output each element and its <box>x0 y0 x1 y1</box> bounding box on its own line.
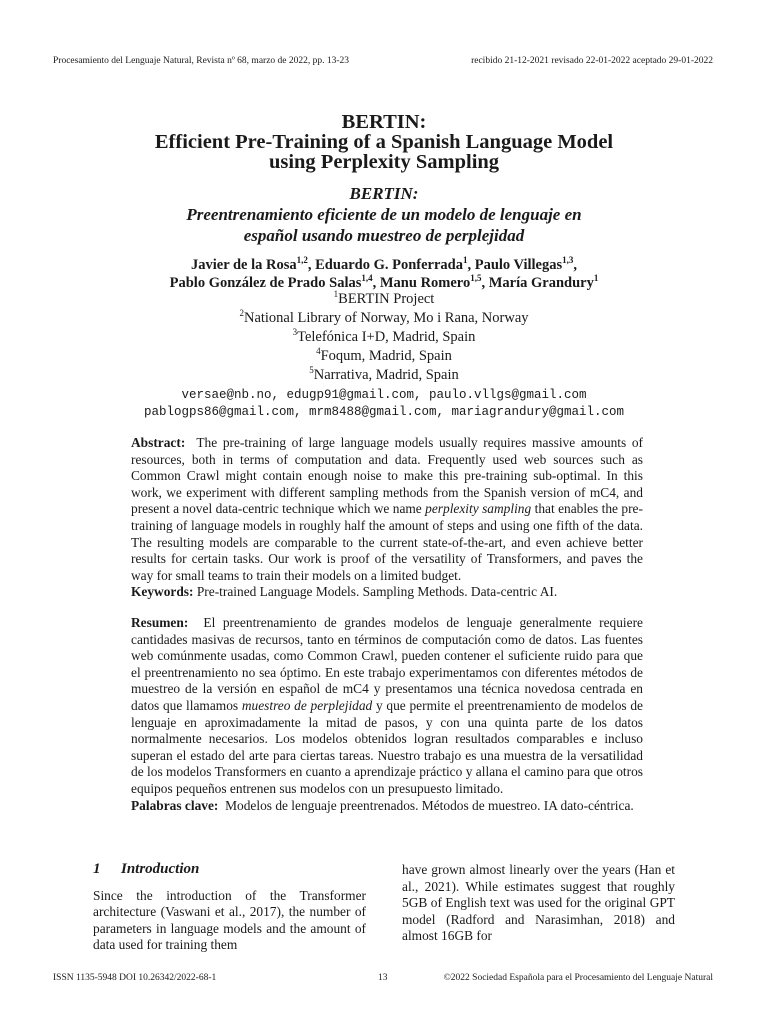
abstract-text: that enables the pre-training of language models in roughly half the amount of steps and using one fifth of the data. The resulting models are comparable to the current state-of-the-art, and even achieve better results for certain tasks. Our work is proof of the versatility of Transformers, and paves the way for small teams to train their models on a limited budget. <box>131 501 643 583</box>
body-column-right <box>402 862 675 945</box>
section-number: 1 <box>93 861 101 877</box>
author-name: Pablo González de Prado Salas <box>169 275 362 291</box>
author-separator: , <box>307 257 316 273</box>
palabras-clave-label: Palabras clave: <box>131 797 219 813</box>
author-affil-mark: 1,2 <box>296 255 308 266</box>
title-es-line-3: español usando muestreo de perplejidad <box>243 226 525 245</box>
affiliation-item <box>0 290 768 309</box>
footer-copyright: ©2022 Sociedad Española para el Procesamiento del Lenguaje Natural <box>443 973 713 983</box>
affiliation-item <box>0 347 768 366</box>
author-name: Javier de la Rosa <box>190 257 297 273</box>
affiliation-mark: 4 <box>316 346 321 357</box>
abstract-emphasis: perplexity sampling <box>425 501 532 517</box>
author-affil-mark: 1,4 <box>361 273 373 284</box>
affiliation-text: National Library of Norway, Mo i Rana, Norway <box>243 310 529 326</box>
abstract-english <box>131 435 643 601</box>
affiliation-mark: 5 <box>309 365 314 376</box>
body-paragraph: Since the introduction of the Transformer architecture (Vaswani et al., 2017), the number of parameters in language models and the amount of data used for training them <box>93 887 366 953</box>
author-line-1 <box>0 256 768 274</box>
affiliation-mark: 3 <box>292 327 298 338</box>
author-separator: , <box>467 257 475 273</box>
paper-title-english <box>0 112 768 172</box>
abstract-label: Abstract: <box>131 435 186 450</box>
resumen-label: Resumen: <box>131 615 189 630</box>
paper-title-spanish <box>0 183 768 246</box>
affiliation-mark: 1 <box>333 289 339 300</box>
affiliation-mark: 2 <box>239 308 244 319</box>
email-line-2[interactable]: pablogps86@gmail.com, mrm8488@gmail.com, mariagrandury@gmail.com <box>143 405 625 419</box>
palabras-clave <box>131 798 643 815</box>
affiliation-text: Telefónica I+D, Madrid, Spain <box>297 329 476 345</box>
author-affil-mark: 1,3 <box>562 255 574 266</box>
resumen-body <box>131 615 643 798</box>
keywords <box>131 584 643 601</box>
email-line-1[interactable]: versae@nb.no, edugp91@gmail.com, paulo.vllgs@gmail.com <box>181 388 587 402</box>
keywords-text: Pre-trained Language Models. Sampling Methods. Data-centric AI. <box>196 584 558 600</box>
abstract-text: The pre-training of large language models usually requires massive amounts of resources, both in terms of computation and data. Frequently used web sources such as Common Crawl might contain enough noise to make this pre-training sub-optimal. In this work, we experiment with different sampling methods from the Spanish version of mC4, and present a novel data-centric technique which we name <box>131 435 643 517</box>
title-en-line-3: using Perplexity Sampling <box>268 151 500 173</box>
title-en-line-2: Efficient Pre-Training of a Spanish Language Model <box>154 131 614 153</box>
affiliation-text: Narrativa, Madrid, Spain <box>313 367 459 383</box>
affiliation-list <box>0 290 768 385</box>
affiliation-item <box>0 366 768 385</box>
running-header-journal: Procesamiento del Lenguaje Natural, Revista nº 68, marzo de 2022, pp. 13-23 <box>53 56 350 66</box>
affiliation-item <box>0 309 768 328</box>
author-affil-mark: 1,5 <box>470 273 482 284</box>
resumen-text: El preentrenamiento de grandes modelos de lenguaje generalmente requiere cantidades masivas de recursos, tanto en términos de computación como de datos. Las fuentes web comúnmente usadas, como Common Crawl, pueden contener el suficiente ruido para que el preentrenamiento no sea óptimo. En este trabajo experimentamos con diferentes métodos de muestreo de la versión en español de mC4 y presentamos una técnica novedosa centrada en datos que llamamos <box>131 615 643 713</box>
title-es-line-1: BERTIN: <box>349 184 419 203</box>
abstract-body <box>131 435 643 584</box>
title-en-line-1: BERTIN: <box>341 111 427 133</box>
author-affil-mark: 1 <box>593 273 599 284</box>
palabras-clave-text: Modelos de lenguaje preentrenados. Métodos de muestreo. IA dato-céntrica. <box>225 797 634 813</box>
page-number: 13 <box>378 973 388 983</box>
section-heading <box>93 861 366 878</box>
body-paragraph: have grown almost linearly over the years (Han et al., 2021). While estimates suggest that roughly 5GB of English text was used for the original GPT model (Radford and Narasimhan, 2018) and almost 16GB for <box>402 862 675 944</box>
title-es-line-2: Preentrenamiento eficiente de un modelo de lenguaje en <box>186 205 582 224</box>
author-separator: , <box>372 275 380 291</box>
footer-issn-doi: ISSN 1135-5948 DOI 10.26342/2022-68-1 <box>53 973 217 983</box>
abstract-spanish <box>131 615 643 814</box>
affiliation-text: BERTIN Project <box>338 291 435 307</box>
author-name: Paulo Villegas <box>474 257 563 273</box>
author-name: Eduardo G. Ponferrada <box>315 257 463 273</box>
affiliation-item <box>0 328 768 347</box>
body-column-left <box>93 861 366 954</box>
section-title: Introduction <box>121 861 200 877</box>
affiliation-text: Foqum, Madrid, Spain <box>320 348 452 364</box>
resumen-emphasis: muestreo de perplejidad <box>241 697 373 713</box>
author-name: María Grandury <box>488 275 594 291</box>
resumen-text: y que permite el preentrenamiento de modelos de lenguaje en aproximadamente la mitad de pasos, y con una quinta parte de los datos normalmente necesarios. Los modelos obtenidos logran resultados comparables e incluso superan el estado del arte para ciertas tareas. Nuestro trabajo es una muestra de la versatilidad de los modelos Transformers en cuanto a aprendizaje práctico y allana el camino para que otros equipos pequeños entrenen sus modelos con un presupuesto limitado. <box>131 697 643 796</box>
author-separator: , <box>573 257 578 273</box>
author-emails <box>0 387 768 421</box>
author-list <box>0 256 768 292</box>
running-header-dates: recibido 21-12-2021 revisado 22-01-2022 aceptado 29-01-2022 <box>471 56 713 66</box>
author-affil-mark: 1 <box>462 255 468 266</box>
author-separator: , <box>481 275 489 291</box>
keywords-label: Keywords: <box>131 584 194 600</box>
author-name: Manu Romero <box>379 275 471 291</box>
